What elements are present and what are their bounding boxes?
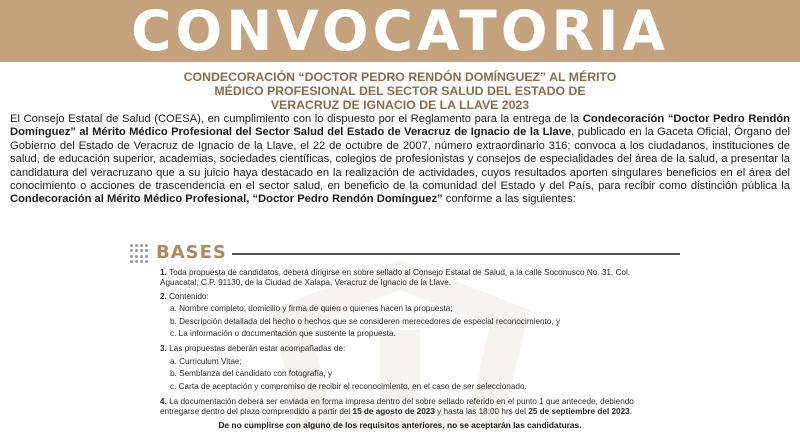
divider [232,253,680,255]
award-title-line: MÉDICO PROFESIONAL DEL SECTOR SALUD DEL ESTADO DE [214,84,586,98]
bases-list [160,268,640,418]
dot-grid-icon [130,244,150,264]
list-item [160,344,640,354]
deadline-end: 25 de septiembre del 2023 [528,407,630,417]
item-number: 4. [160,397,167,407]
sub-item: b. Semblanza del candidato con fotografía, y [170,369,333,379]
sub-item: a. Curriculum Vitae; [170,356,242,366]
item-text: La documentación deberá ser enviada en forma impresa dentro del sobre sellado referido en el punto 1 que antecede, debiendo entregarse dentro del plazo comprendido a partir del [160,397,634,417]
sub-item: c. La información o documentación que sustente la propuesta. [170,329,396,339]
closing-note: De no cumplirse con alguno de los requisitos anteriores, no se aceptarán las candidaturas. [218,420,582,430]
banner [0,0,800,62]
item-text: y hasta las 18:00 hrs del [434,407,529,417]
item-text: Contenido: [169,291,209,301]
intro-bold-text: Condecoración al Mérito Médico Profesional, “Doctor Pedro Rendón Domínguez” [10,193,443,206]
intro-text: conforme a las siguientes: [442,193,576,206]
item-number: 2. [160,291,167,301]
intro-paragraph [10,113,790,207]
award-title [100,70,700,112]
banner-title: CONVOCATORIA [131,0,669,63]
item-text: Toda propuesta de candidatos, deberá dirigirse en sobre sellado al Consejo Estatal de Salud, a la calle Soconusco No. 31, Col. Aguacatal, C.P. 91130, de la Ciudad de Xalapa, Veracruz de Ignacio de la Llave. [160,268,631,288]
sub-item: b. Descripción detallada del hecho o hechos que se consideren merecedores de especial reconocimiento, y [170,316,561,326]
item-number: 1. [160,268,167,277]
intro-text: El Consejo Estatal de Salud (COESA), en cumplimiento con lo dispuesto por el Reglamento para la entrega de la [10,113,583,125]
list-item [160,292,640,302]
list-item [160,397,640,418]
bases-header [130,244,680,264]
award-title-line: CONDECORACIÓN “DOCTOR PEDRO RENDÓN DOMÍNGUEZ” AL MÉRITO [183,70,617,84]
item-text: Las propuestas deberán estar acompañadas de: [169,344,346,354]
sub-item: a. Nombre completo, domicilio y firma de quien o quienes hacen la propuesta; [170,304,453,314]
deadline-start: 15 de agosto de 2023 [352,407,435,417]
item-text: . [629,407,632,417]
list-item [160,268,640,289]
award-title-line: VERACRUZ DE IGNACIO DE LA LLAVE 2023 [270,98,530,112]
item-number: 3. [160,344,167,354]
bases-title: BASES [156,242,227,263]
intro-text: , publicado en la Gaceta Oficial, Órgano del Gobierno del Estado de Veracruz de Ignacio de la Llave, el 22 de octubre de 2007, número extraordinario 316; convoca a los ciudadanos, instituciones de salud, de educación superior, academias, sociedades científicas, colegios de profesionistas y consejos de especialidades del área de la salud, a presentar la candidatura del veracruzano que a su juicio haya destacado en la realización de actividades, cuyos resultados aporten singulares beneficios en el área del conocimiento o acciones de trascendencia en el sector salud, en beneficio de la comunidad del Estado y del País, para recibir como distinción pública la [10,126,790,193]
intro-bold-text: Condecoración “Doctor Pedro Rendón Domínguez” al Mérito Médico Profesional del Sector Salud del Estado de Veracruz de Ignacio de la Llave [10,113,790,139]
sub-item: c. Carta de aceptación y compromiso de recibir el reconocimiento, en el caso de ser seleccionado. [170,381,527,391]
